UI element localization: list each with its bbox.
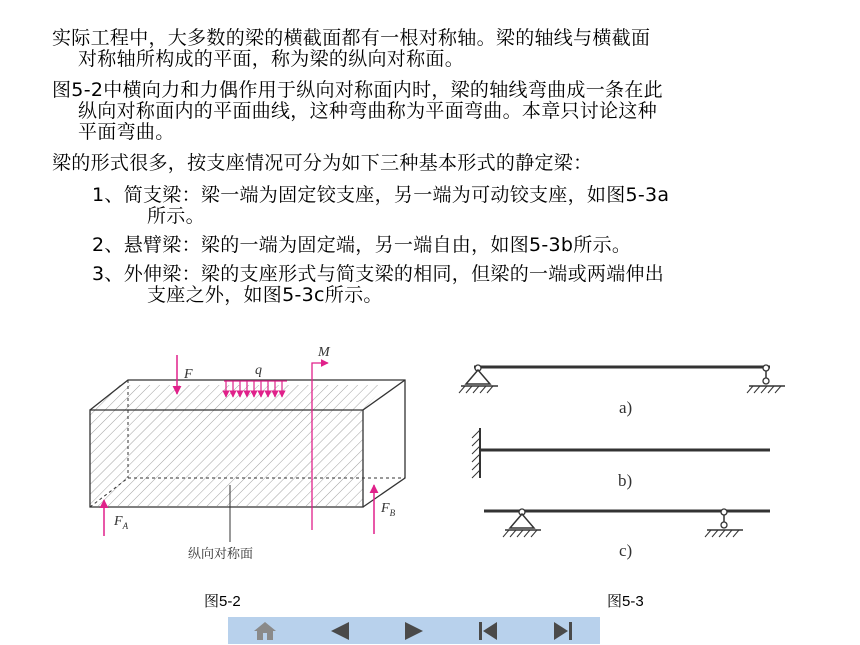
- reaction-fb-label: $F_B$: [381, 501, 396, 518]
- overhanging-beam: [484, 509, 770, 537]
- home-icon: [253, 621, 277, 641]
- next-icon: [403, 621, 425, 641]
- first-icon: [477, 621, 499, 641]
- home-button[interactable]: [228, 617, 302, 644]
- next-button[interactable]: [377, 617, 451, 644]
- paragraph-line: 实际工程中，大多数的梁的横截面都有一根对称轴。梁的轴线与横截面: [52, 27, 651, 49]
- figure-label-c: c): [619, 541, 633, 560]
- figure-label-b: b): [618, 471, 633, 490]
- paragraph-beam-forms: [52, 153, 592, 174]
- paragraph-symmetry: [52, 28, 650, 70]
- list-item-overhanging-beam: [92, 264, 664, 306]
- figure-5-2-diagram: [80, 340, 410, 570]
- paragraph-line: 纵向对称面内的平面曲线，这种弯曲称为平面弯曲。本章只讨论这种: [78, 100, 658, 122]
- last-button[interactable]: [526, 617, 600, 644]
- symmetry-plane-label: 纵向对称面: [188, 547, 254, 562]
- paragraph-line: 对称轴所构成的平面，称为梁的纵向对称面。: [78, 48, 465, 70]
- item-line: 支座之外，如图5-3c所示。: [147, 284, 383, 306]
- first-button[interactable]: [451, 617, 525, 644]
- load-q-label: q: [255, 363, 262, 378]
- last-icon: [552, 621, 574, 641]
- paragraph-line: 梁的形式很多，按支座情况可分为如下三种基本形式的静定梁：: [52, 152, 593, 174]
- previous-button[interactable]: [302, 617, 376, 644]
- paragraph-line: 平面弯曲。: [78, 121, 175, 143]
- figure-5-2-caption: 图5-2: [204, 593, 241, 610]
- figure-5-3-diagram: [450, 340, 800, 570]
- item-line: 3、外伸梁：梁的支座形式与简支梁的相同，但梁的一端或两端伸出: [92, 263, 665, 285]
- paragraph-line: 图5-2中横向力和力偶作用于纵向对称面内时，梁的轴线弯曲成一条在此: [52, 79, 663, 101]
- paragraph-plane-bending: [52, 80, 663, 143]
- list-item-cantilever-beam: [92, 235, 631, 256]
- item-line: 所示。: [147, 205, 205, 227]
- figure-label-a: a): [619, 398, 633, 417]
- figure-5-3-caption: 图5-3: [607, 593, 644, 610]
- moment-m-label: M: [318, 345, 330, 360]
- item-line: 2、悬臂梁：梁的一端为固定端，另一端自由，如图5-3b所示。: [92, 234, 632, 256]
- slide-navigation-bar: [228, 617, 600, 644]
- item-line: 1、简支梁：梁一端为固定铰支座，另一端为可动铰支座，如图5-3a: [92, 184, 670, 206]
- list-item-simple-beam: [92, 185, 669, 227]
- force-f-label: F: [184, 367, 193, 382]
- simple-beam: [459, 365, 785, 393]
- symmetry-plane: [90, 385, 386, 506]
- reaction-fa-label: $F_A$: [114, 514, 129, 531]
- previous-icon: [329, 621, 351, 641]
